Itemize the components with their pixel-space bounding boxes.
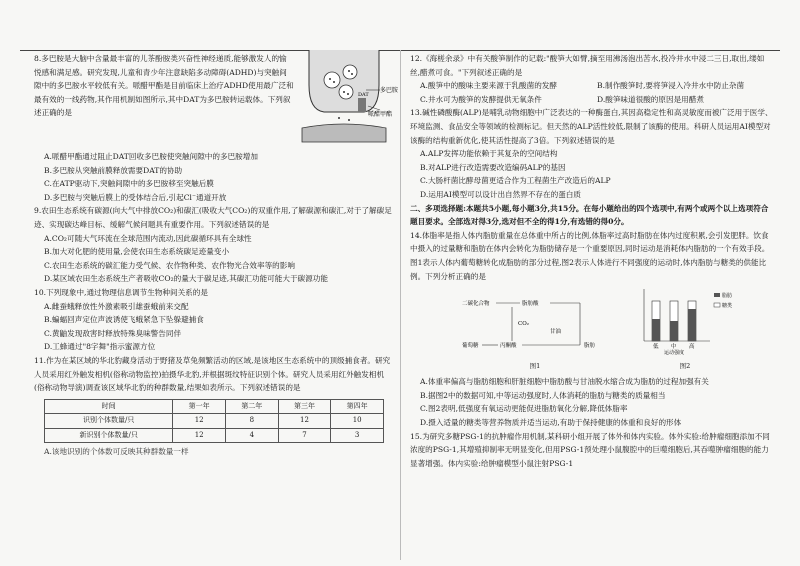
table-header: 时间 [45,399,173,414]
fig2-legend-sugar: 糖类 [722,303,733,310]
fig2-legend-fat: 脂肪 [722,293,733,300]
q12-option-d: D.酸笋味道很酸的原因是用醋煮 [597,94,704,104]
right-column [410,52,774,470]
section-multi-choice-title: 二、多项选择题:本题共5小题,每小题3分,共15分。在每小题给出的四个选项中,有两个或两个以上选项符合题目要求。全部选对得3分,选对但不全的得1分,有选错的得0分。 [410,203,769,227]
q12-stem: 12.《海槎余录》中有关酸笋制作的记载:"酸笋大如臂,摘至用沸汤泡出苦水,投冷井水中浸二三日,取出,缕如丝,醋煮可食。"下列叙述正确的是 [410,54,765,77]
table-cell: 4 [225,428,278,443]
table-cell: 10 [331,414,384,429]
q13-stem: 13.碱性磷酸酶(ALP)是哺乳动物细胞中广泛表达的一种酶蛋白,其因高稳定性和高灵敏度而被广泛用于医学、环境监测、食品安全等领域的检测标记。但天然的ALP活性较低,限制了该酶的使用。科研人员运用AI模型对该酶的结构重新优化,使其活性提高了3倍。下列叙述错误的是 [410,108,773,145]
left-column [34,52,399,459]
q12-option-b: B.制作酸笋时,要将笋浸入冷井水中防止杂菌 [597,81,745,91]
table-header: 第四年 [331,399,384,414]
fig-label-drug: 哌醋甲酯 [368,111,393,118]
q8-option-b: B.多巴胺从突触前膜释放需要DAT的协助 [44,165,183,175]
table-cell: 8 [225,414,278,429]
table-header: 第一年 [173,399,226,414]
q8-option-a: A.哌醋甲酯通过阻止DAT回收多巴胺使突触间隙中的多巴胺增加 [44,152,258,161]
fig1-node: 葡萄糖 [462,343,479,350]
q9-option-b: B.加大对化肥的使用量,会使农田生态系统碳足迹量变小 [44,247,230,257]
q13-option-b: B.对ALP进行改造需要改造编码ALP的基因 [420,162,566,172]
q15-stem: 15.为研究多糖PSG-1的抗肿瘤作用机制,某科研小组开展了体外和体内实验。体外实验:给肿瘤细胞添加不同浓度的PSG-1,其增殖抑制率无明显变化,但用PSG-1预处理小鼠腹腔中的巨噬细胞后,其吞噬肿瘤细胞的能力显著增强。体内实验:给肿瘤模型小鼠注射PSG-1 [410,431,770,468]
fig-label-dopamine: 多巴胺 [380,87,399,94]
q10-option-b: B.蝙蝠回声定位声波诱使飞蛾紧急下坠躲避捕食 [44,315,204,325]
figure-1 [460,295,610,373]
fig1-node: 脂肪酸 [522,301,539,308]
table-row [45,428,384,443]
q12-option-c: C.井水可为酸笋的发酵提供无氧条件 [420,94,542,104]
q13-option-c: C.大肠杆菌比酵母菌更适合作为工程菌生产改造后的ALP [420,176,611,186]
q11-option-a-partial: A.该地识别的个体数可反映其种群数量一样 [44,447,189,457]
figure-1-caption: 图1 [529,361,541,370]
table-header: 第三年 [278,399,331,414]
fig2-category: 中 [671,344,677,351]
q10-stem: 10.下列现象中,通过物理信息调节生物种间关系的是 [34,287,208,297]
fig2-category: 低 [653,344,659,351]
q10-option-a: A.雌蚕蛾释放性外激素吸引雄蚕蛾前来交配 [44,301,189,311]
q8-stem: 8.多巴胺是大脑中含量最丰富的儿茶酚胺类兴奋性神经递质,能够激发人的愉悦感和满足感。研究发现,儿童和青少年注意缺陷多动障碍(ADHD)与突触间隙中的多巴胺水平较低有关。哌醋甲酯是目前临床上治疗ADHD使用最广泛和最有效的一线药物,其作用机制如图所示,其中DAT为多巴胺转运载体。下列叙述正确的是 [34,54,294,118]
q14-figures [450,285,750,373]
fig1-node: 脂肪 [584,343,596,350]
fig1-node: CO₂ [518,321,529,328]
figure-2 [630,285,740,373]
q14-option-b: B.据图2中的数据可知,中等运动强度时,人体消耗的脂肪与糖类的质量相当 [420,390,666,400]
q11-table [44,399,384,444]
fig1-node: 二碳化合物 [462,301,490,308]
q12-option-a: A.酸笋中的酸味主要来源于乳酸菌的发酵 [420,81,557,91]
table-cell: 3 [331,428,384,443]
fig2-category: 高 [689,344,695,351]
fig2-xlabel: 运动强度 [664,350,685,357]
fig-label-dat: DAT [358,92,369,98]
fig1-node: 甘油 [550,329,562,336]
table-cell: 新识别个体数量/只 [45,428,173,443]
column-divider [400,50,401,560]
table-cell: 识别个体数量/只 [45,414,173,429]
table-cell: 12 [278,414,331,429]
table-cell: 12 [173,414,226,429]
q8-option-c: C.在ATP驱动下,突触间隙中的多巴胺移至突触后膜 [44,179,214,189]
synapse-figure [294,50,399,150]
figure-2-chart [630,285,740,355]
q9-option-a: A.CO₂可随大气环流在全球范围内流动,因此碳循环具有全球性 [44,233,252,243]
q9-stem: 9.农田生态系统有碳源(向大气中排放CO₂)和碳汇(吸收大气CO₂)的双重作用,了解碳源和碳汇,对于了解碳足迹、实现碳达峰目标、缓解气候问题具有重要作用。下列叙述错误的是 [34,206,392,229]
q9-option-d: D.某区域农田生态系统生产者吸收CO₂的量大于碳足迹,其碳汇功能可能大于碳源功能 [44,274,328,284]
q13-option-d: D.运用AI模型可以设计出自然界不存在的蛋白质 [420,189,581,199]
table-row [45,414,384,429]
q9-option-c: C.农田生态系统的碳汇能力受气候、农作物种类、农作物光合效率等的影响 [44,260,295,270]
q14-option-c: C.图2表明,低强度有氧运动更能促进脂肪氧化分解,降低体脂率 [420,404,628,414]
q14-option-d: D.摄入适量的糖类等营养物质并适当运动,有助于保持健康的体重和良好的形体 [420,418,682,428]
q14-option-a: A.体重率偏高与脂肪细胞和肝脏细胞中脂肪酸与甘油脱水缩合成为脂肪的过程加强有关 [420,377,709,387]
q8-option-d: D.多巴胺与突触后膜上的受体结合后,引起Cl⁻通道开放 [44,192,227,202]
question-8 [34,52,399,150]
q11-stem: 11.作为在某区域的华北豹藏身活动于野猪及草兔频繁活动的区域,是该地区生态系统中的顶级捕食者。研究人员采用红外触发相机(俗称动物监控)拍摄华北豹,并根据斑纹特征识别个体。研究人员采用红外触发相机(俗称动物导演)调查该区域华北豹的种群数量,结果如表所示。下列叙述错误的是 [34,355,391,393]
q10-option-d: D.工蜂通过"8字舞"指示蜜源方位 [44,342,156,352]
q13-option-a: A.ALP发挥功能依赖于其复杂的空间结构 [420,149,558,159]
table-cell: 12 [173,428,226,443]
q14-stem: 14.体脂率是指人体内脂肪重量在总体重中所占的比例,体脂率过高时脂肪在体内过度积累,会引发肥胖。饮食中摄入的过量糖和脂肪在体内会转化为脂肪储存是一个重要原因,同时运动是消耗体内脂肪的一个有效手段。图1表示人体内葡萄糖转化成脂肪的部分过程,图2表示人体进行不同强度的运动时,体内脂肪与糖类的供能比例。下列分析正确的是 [410,230,770,281]
fig1-node: 丙酮酸 [500,343,517,350]
table-header: 第二年 [225,399,278,414]
figure-1-diagram [460,295,610,355]
table-cell: 7 [278,428,331,443]
figure-2-caption: 图2 [679,361,691,370]
q10-option-c: C.黄鼬发现敌害时释放特殊臭味警告同伴 [44,328,182,338]
